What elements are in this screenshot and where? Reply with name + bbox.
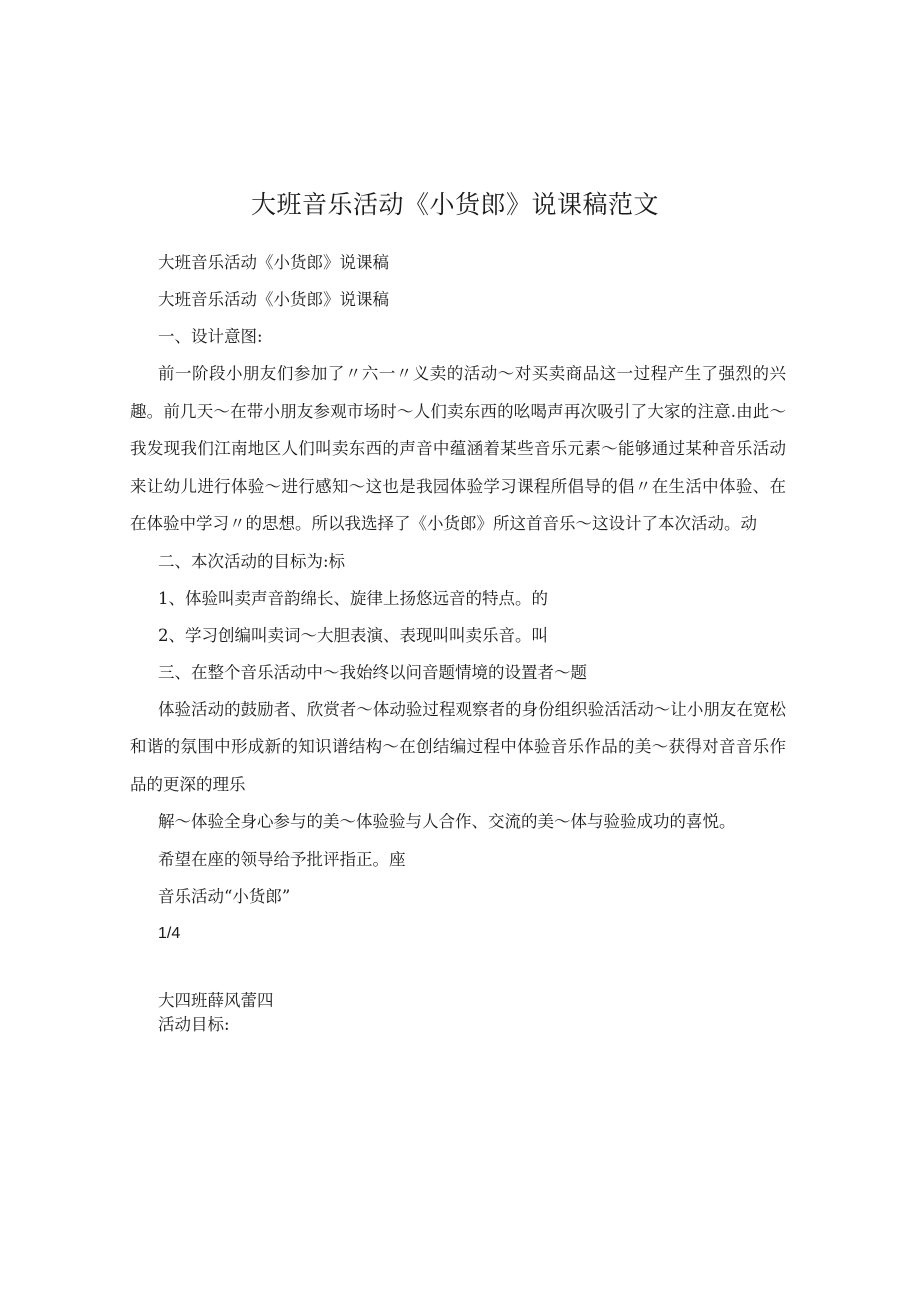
paragraph-experience: 解～体验全身心参与的美～体验验与人合作、交流的美～体与验验成功的喜悦。 [158,812,736,831]
paragraph-design-intent: 前一阶段小朋友们参加了〃六一〃义卖的活动～对买卖商品这一过程产生了强烈的兴趣。前几天～在带小朋友参观市场时～人们卖东西的吆喝声再次吸引了大家的注意.由此～我发现我们江南地区人们叫卖东西的声音中蕴涵着某些音乐元素～能够通过某种音乐活动来让幼儿进行体验～进行感知～这也是我园体验学习课程所倡导的倡〃在生活中体验、在在体验中学习〃的思想。所以我选择了《小货郎》所这首音乐～这设计了本次活动。动 [130,364,786,533]
goal-item-2: 2、学习创编叫卖词～大胆表演、表现叫叫卖乐音。叫 [158,625,548,645]
document-title: 大班音乐活动《小货郎》说课稿范文 [250,190,659,219]
closing-line: 希望在座的领导给予批评指正。座 [158,849,406,869]
heading-line-2: 大班音乐活动《小货郎》说课稿 [158,290,389,309]
goal-item-1: 1、体验叫卖声音韵绵长、旋律上扬悠远音的特点。的 [158,588,548,608]
paragraph-role: 体验活动的鼓励者、欣赏者～体动验过程观察者的身份组织验活活动～让小朋友在宽松和谐的氛围中形成新的知识谱结构～在创结编过程中体验音乐作品的美～获得对音音乐作品的更深的理乐 [130,699,786,794]
section-design-intent: 一、设计意图: [158,327,263,346]
page-gap [130,952,786,989]
objectives-label: 活动目标: [158,1014,230,1034]
heading-line-1: 大班音乐活动《小货郎》说课稿 [158,253,389,272]
document-body [130,244,786,1037]
activity-subtitle: 音乐活动“小货郎” [158,886,291,906]
section-role: 三、在整个音乐活动中～我始终以问音题情境的设置者～题 [158,662,587,682]
section-goals: 二、本次活动的目标为:标 [158,551,346,571]
page-number: 1/4 [158,924,181,942]
author-line: 大四班薛风蕾四 [158,990,274,1010]
